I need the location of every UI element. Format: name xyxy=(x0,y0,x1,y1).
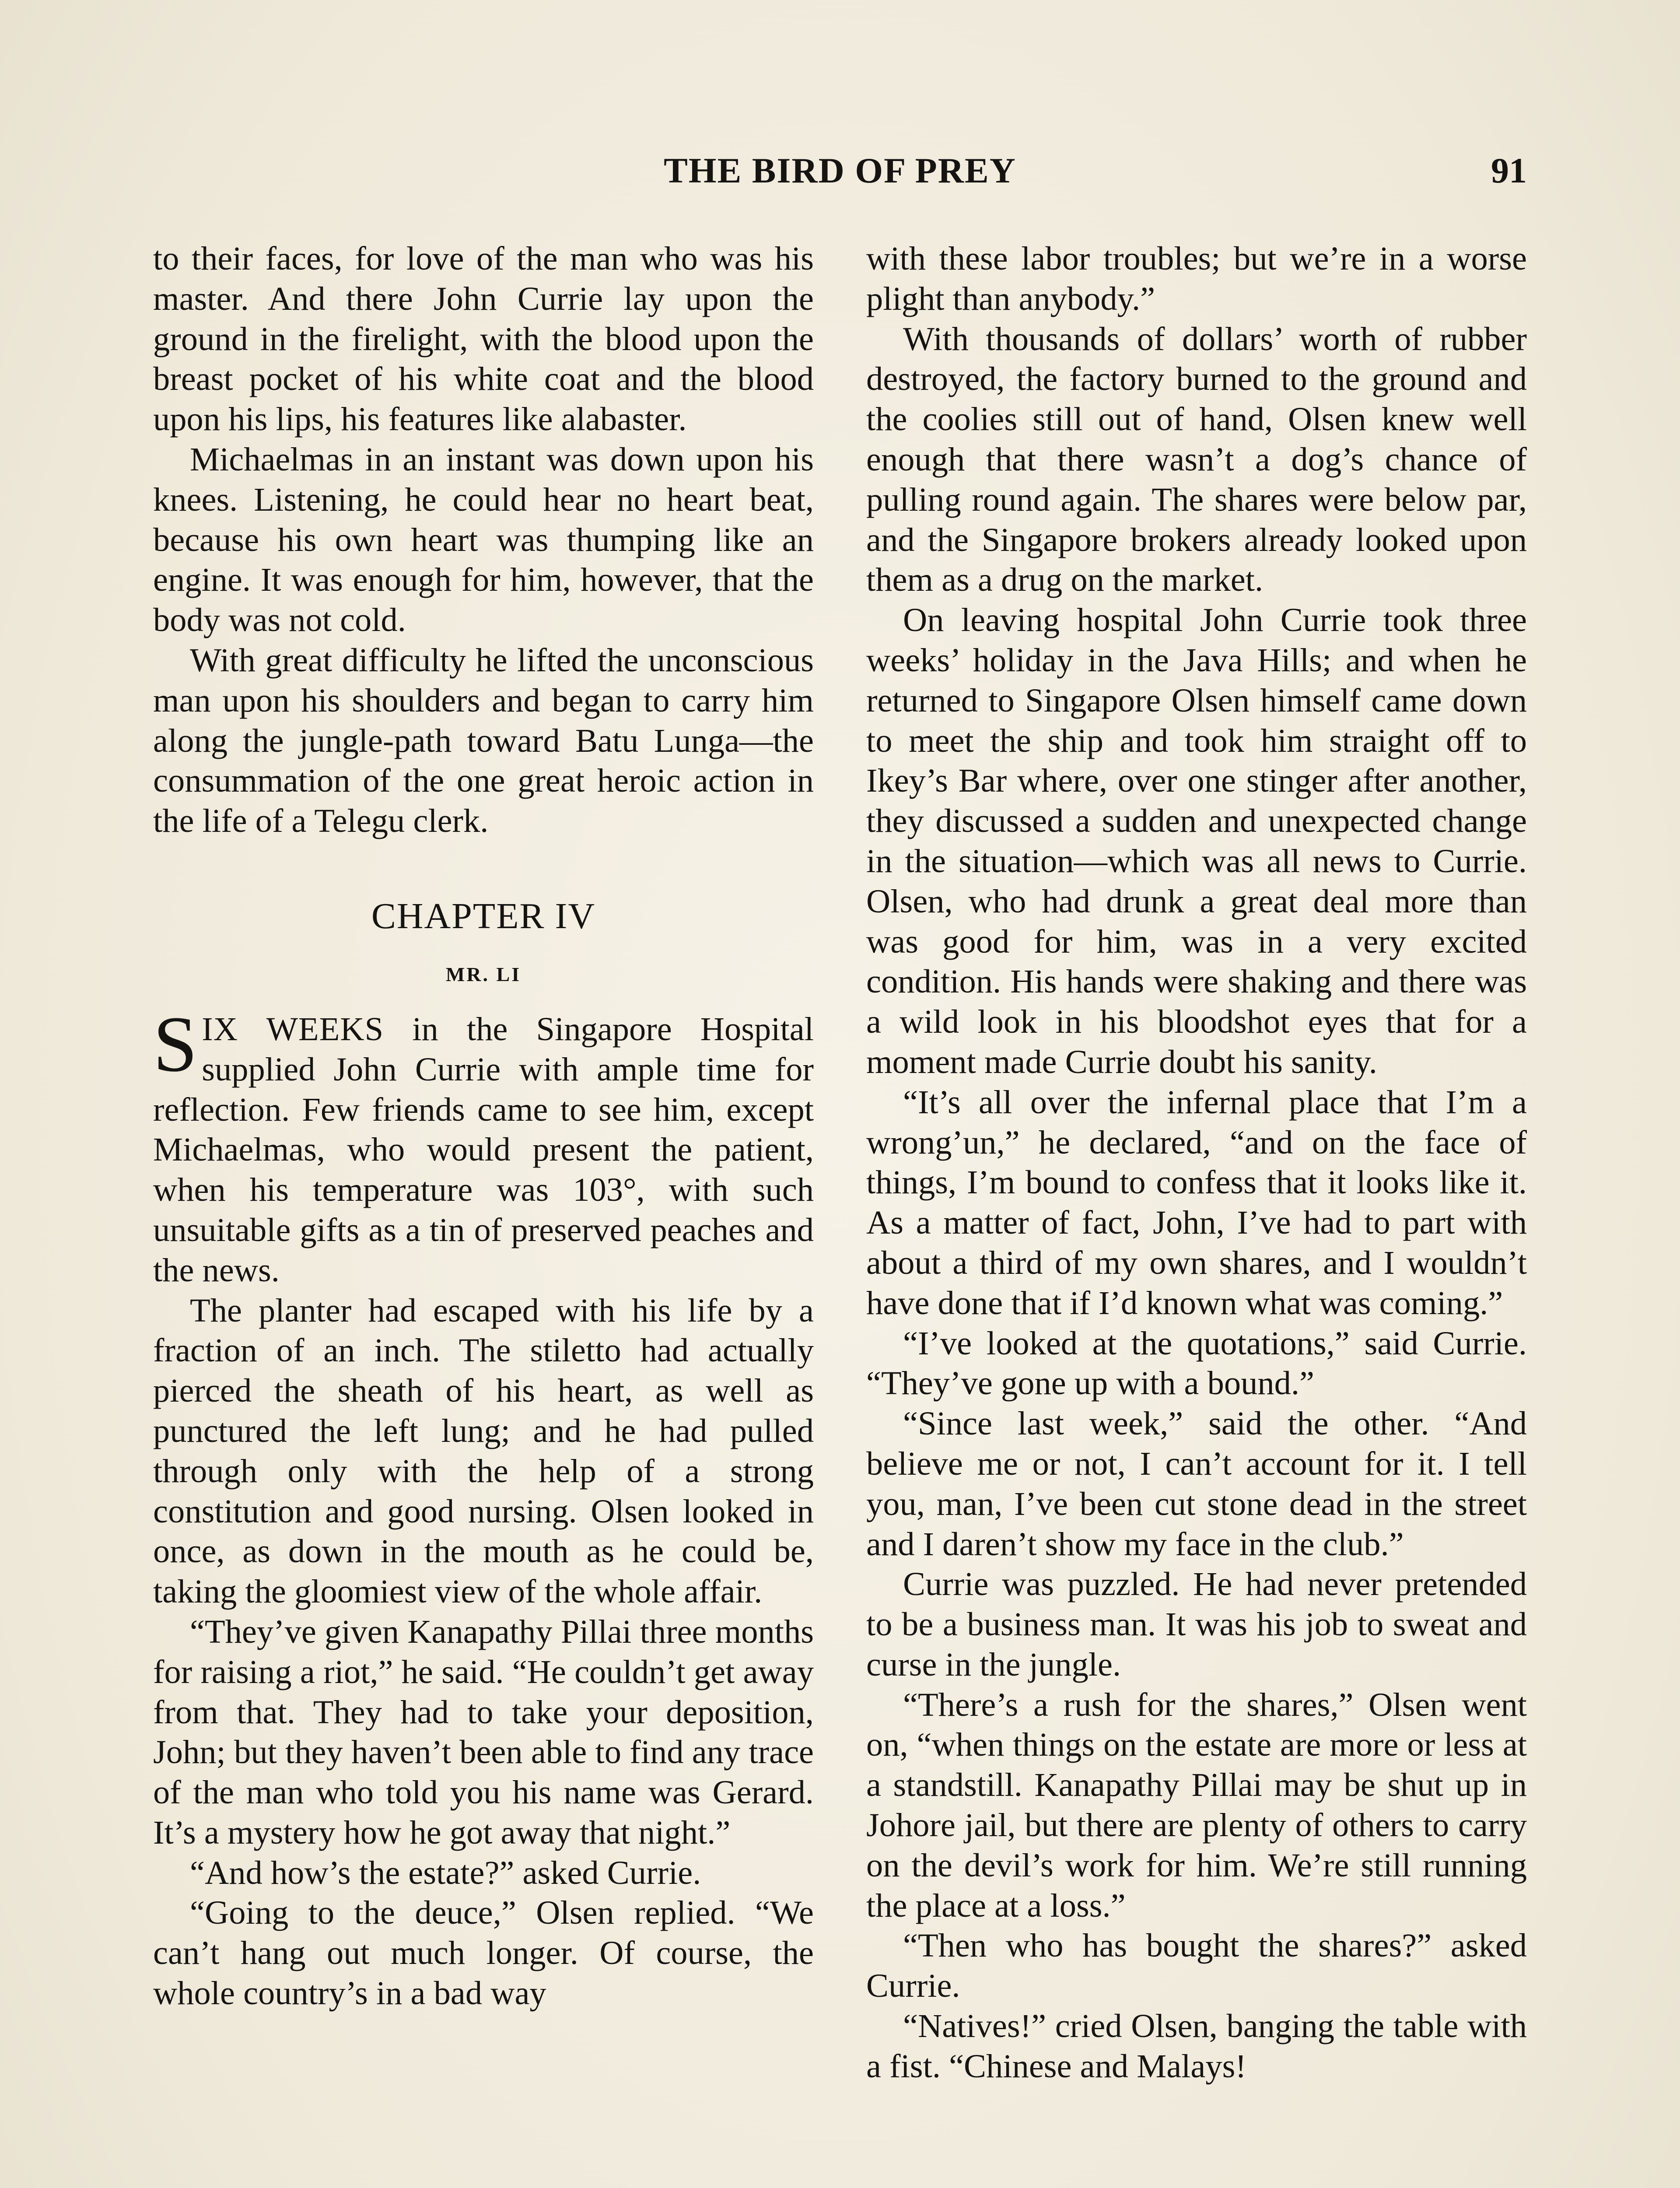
paragraph: With thousands of dollars’ worth of rubber destroyed, the factory burned to the ground and the coolies still out of hand, Olsen knew well enough that there wasn’t a dog’s chance of pulling round again. The shares were below par, and the Singapore brokers already looked upon them as a drug on the market. xyxy=(866,320,1527,599)
running-header xyxy=(153,144,1527,197)
paragraph: “Since last week,” said the other. “And believe me or not, I can’t account for it. I tell you, man, I’ve been cut stone dead in the street and I daren’t show my face in the club.” xyxy=(866,1405,1527,1563)
chapter-heading: CHAPTER IV xyxy=(371,895,596,936)
chapter-opening-paragraph xyxy=(153,1000,814,1290)
paragraph: “They’ve given Kanapathy Pillai three months for raising a riot,” he said. “He couldn’t get away from that. They had to take your deposition, John; but they haven’t been able to find any trace of the man who told you his name was Gerard. It’s a mystery how he got away that night.” xyxy=(153,1613,814,1851)
drop-cap: S xyxy=(153,1000,198,1088)
paragraph: to their faces, for love of the man who was his master. And there John Currie lay upon the ground in the firelight, with the blood upon the breast pocket of his white coat and the blood upon his lips, his features like alabaster. xyxy=(153,240,814,438)
opening-text: in the Singapore Hospital supplied John Currie with ample time for reflection. Few friends came to see him, except Michaelmas, who would present the patient, when his temperature was 103°, with such unsuitable gifts as a tin of preserved peaches and the news. xyxy=(153,1010,814,1289)
right-column xyxy=(866,238,1527,2086)
left-column xyxy=(153,238,814,2013)
paragraph: With great difficulty he lifted the unconscious man upon his shoulders and began to carry him along the jungle-path toward Batu Lunga—the consummation of the one great heroic action in the life of a Telegu clerk. xyxy=(153,641,814,840)
paragraph: The planter had escaped with his life by a fraction of an inch. The stiletto had actually pierced the sheath of his heart, as well as punctured the left lung; and he had pulled through only with the help of a strong constitution and good nursing. Olsen looked in once, as down in the mouth as he could be, taking the gloomiest view of the whole affair. xyxy=(153,1291,814,1610)
paragraph: “Natives!” cried Olsen, banging the table with a fist. “Chinese and Malays! xyxy=(866,2007,1527,2085)
opening-lead-words: IX WEEKS xyxy=(202,1010,384,1048)
paragraph: “There’s a rush for the shares,” Olsen went on, “when things on the estate are more or less at a standstill. Kanapathy Pillai may be shut up in Johore jail, but there are plenty of others to carry on the devil’s work for him. We’re still running the place at a loss.” xyxy=(866,1686,1527,1924)
running-title: THE BIRD OF PREY xyxy=(664,151,1016,190)
paragraph: “It’s all over the infernal place that I’m a wrong’un,” he declared, “and on the face of things, I’m bound to confess that it looks like it. As a matter of fact, John, I’ve had to part with about a third of my own shares, and I wouldn’t have done that if I’d known what was coming.” xyxy=(866,1083,1527,1322)
page-number: 91 xyxy=(1491,151,1527,190)
paragraph: “Going to the deuce,” Olsen replied. “We can’t hang out much longer. Of course, the whole country’s in a bad way xyxy=(153,1894,814,2012)
paragraph: “And how’s the estate?” asked Currie. xyxy=(190,1854,701,1891)
paragraph: “I’ve looked at the quotations,” said Currie. “They’ve gone up with a bound.” xyxy=(866,1324,1527,1402)
paragraph: Currie was puzzled. He had never pretended to be a business man. It was his job to sweat and curse in the jungle. xyxy=(866,1565,1527,1683)
chapter-subtitle: MR. LI xyxy=(445,963,522,985)
paragraph: On leaving hospital John Currie took three weeks’ holiday in the Java Hills; and when he returned to Singapore Olsen himself came down to meet the ship and took him straight off to Ikey’s Bar where, over one stinger after another, they discussed a sudden and unexpected change in the situation—which was all news to Currie. Olsen, who had drunk a great deal more than was good for him, was in a very excited condition. His hands were shaking and there was a wild look in his bloodshot eyes that for a moment made Currie doubt his sanity. xyxy=(866,601,1527,1080)
paragraph: Michaelmas in an instant was down upon his knees. Listening, he could hear no heart beat, because his own heart was thumping like an engine. It was enough for him, however, that the body was not cold. xyxy=(153,440,814,639)
paragraph: “Then who has bought the shares?” asked Currie. xyxy=(866,1927,1527,2005)
paragraph: with these labor troubles; but we’re in a worse plight than anybody.” xyxy=(866,240,1527,317)
